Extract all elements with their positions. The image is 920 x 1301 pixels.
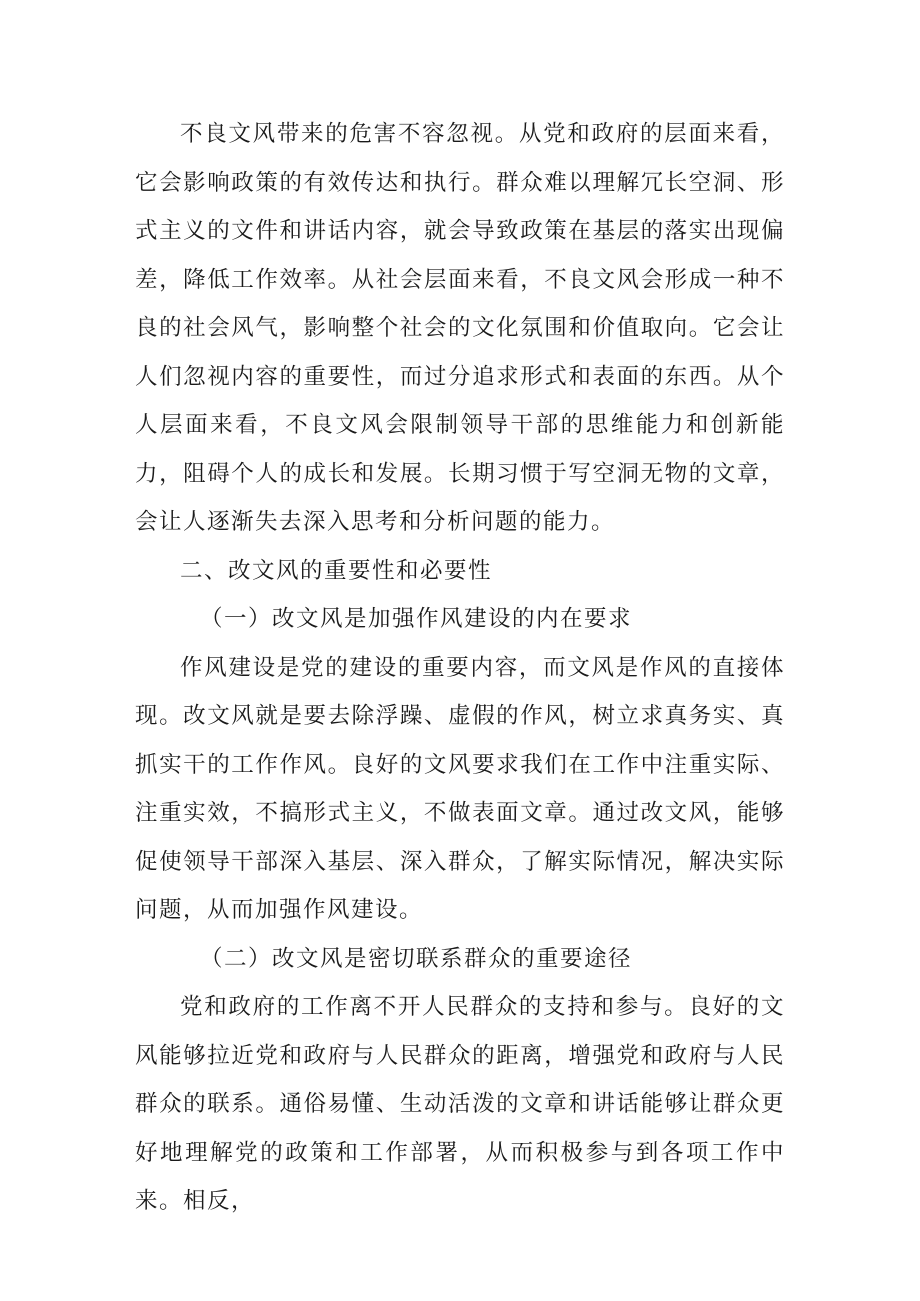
document-body — [135, 110, 785, 1226]
paragraph-harms: 不良文风带来的危害不容忽视。从党和政府的层面来看，它会影响政策的有效传达和执行。群众难以理解冗长空洞、形式主义的文件和讲话内容，就会导致政策在基层的落实出现偏差，降低工作效率。从社会层面来看，不良文风会形成一种不良的社会风气，影响整个社会的文化氛围和价值取向。它会让人们忽视内容的重要性，而过分追求形式和表面的东西。从个人层面来看，不良文风会限制领导干部的思维能力和创新能力，阻碍个人的成长和发展。长期习惯于写空洞无物的文章，会让人逐渐失去深入思考和分析问题的能力。 — [135, 121, 785, 535]
subheading-1: （一）改文风是加强作风建设的内在要求 — [200, 606, 633, 632]
section-heading-2: 二、改文风的重要性和必要性 — [180, 557, 493, 584]
paragraph-masses: 党和政府的工作离不开人民群众的支持和参与。良好的文风能够拉近党和政府与人民群众的距离，增强党和政府与人民群众的联系。通俗易懂、生动活泼的文章和讲话能够让群众更好地理解党的政策和工作部署，从而积极参与到各项工作中来。相反， — [135, 994, 785, 1214]
subheading-2: （二）改文风是密切联系群众的重要途径 — [200, 945, 633, 972]
paragraph-style-building: 作风建设是党的建设的重要内容，而文风是作风的直接体现。改文风就是要去除浮躁、虚假的作风，树立求真务实、真抓实干的工作作风。良好的文风要求我们在工作中注重实际、注重实效，不搞形式主义，不做表面文章。通过改文风，能够促使领导干部深入基层、深入群众，了解实际情况，解决实际问题，从而加强作风建设。 — [135, 654, 785, 923]
